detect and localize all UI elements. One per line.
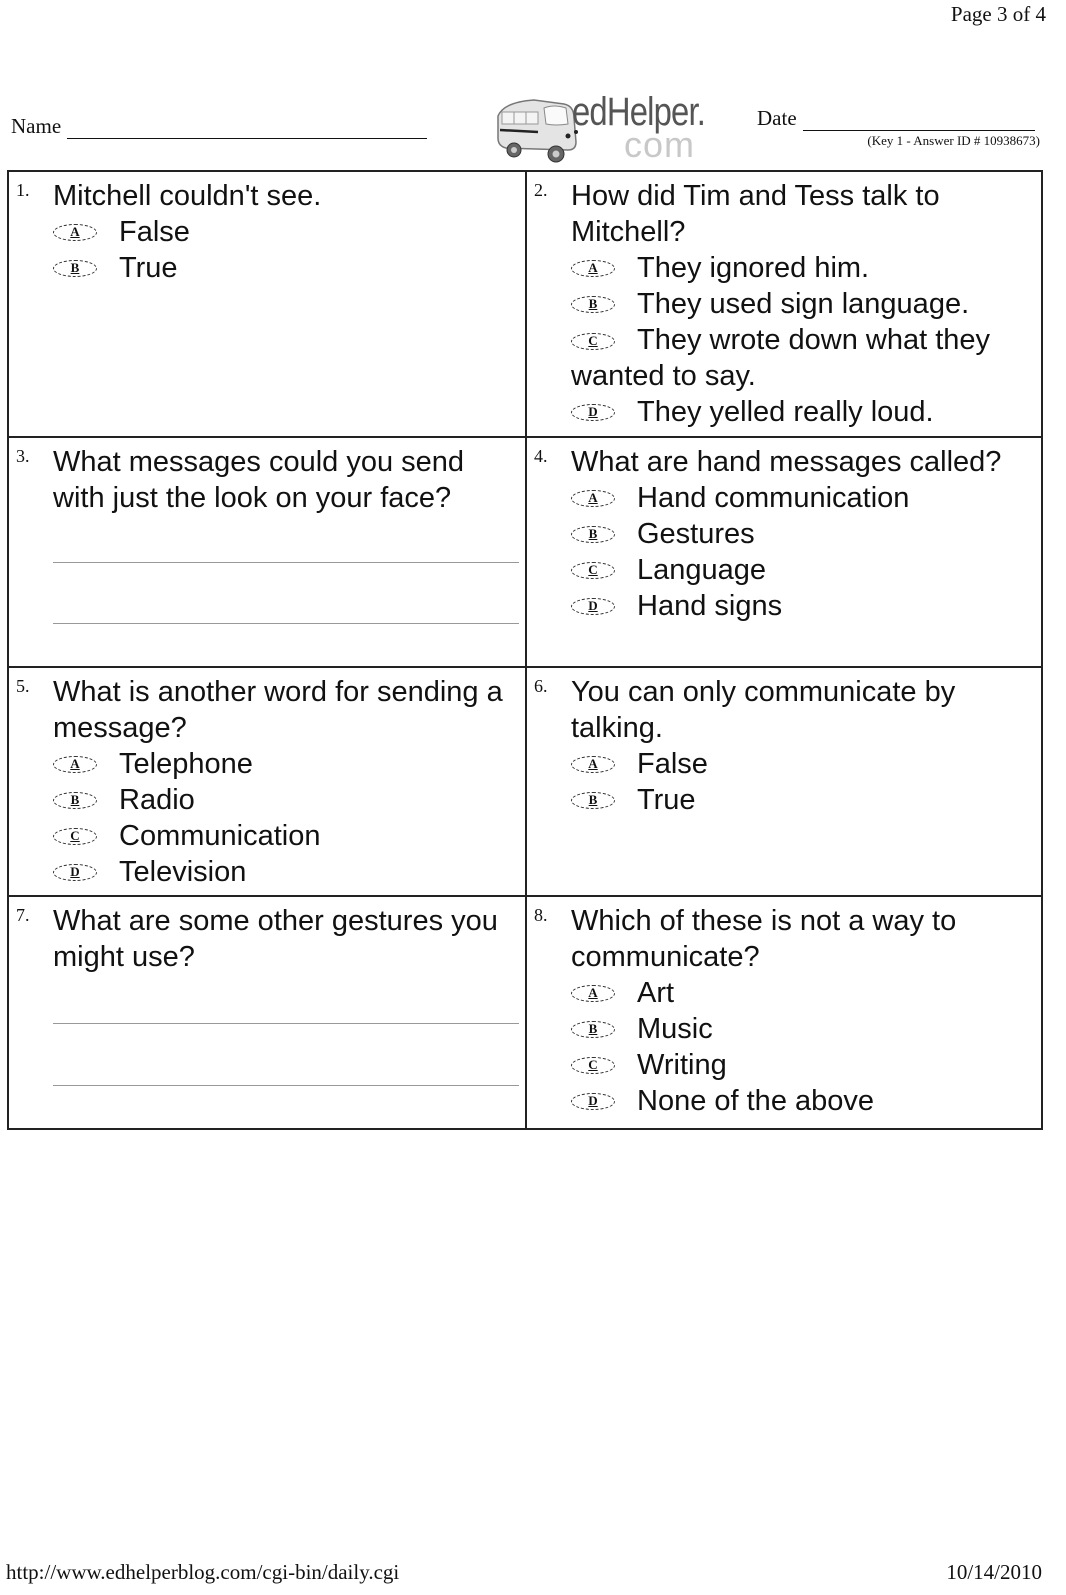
bubble-d-icon[interactable]: D bbox=[571, 598, 615, 615]
date-input-line[interactable] bbox=[803, 110, 1035, 131]
question-number: 5. bbox=[16, 676, 30, 696]
name-input-line[interactable] bbox=[67, 118, 427, 139]
bubble-c-icon[interactable]: C bbox=[53, 828, 97, 845]
answer-option[interactable]: D They yelled really loud. bbox=[571, 394, 1035, 430]
answer-option[interactable]: B They used sign language. bbox=[571, 286, 1035, 322]
page-indicator: Page 3 of 4 bbox=[950, 2, 1046, 26]
answer-option[interactable]: C Communication bbox=[53, 818, 519, 854]
question-8 bbox=[527, 897, 1041, 1128]
question-number: 3. bbox=[16, 446, 30, 466]
answer-option[interactable]: B Gestures bbox=[571, 516, 1035, 552]
bubble-d-icon[interactable]: D bbox=[571, 404, 615, 421]
answer-option[interactable]: A Hand communication bbox=[571, 480, 1035, 516]
bubble-a-icon[interactable]: A bbox=[571, 260, 615, 277]
edhelper-logo bbox=[494, 88, 724, 168]
answer-option[interactable]: C Language bbox=[571, 552, 1035, 588]
answer-option[interactable]: A They ignored him. bbox=[571, 250, 1035, 286]
question-4 bbox=[527, 438, 1041, 668]
bubble-c-icon[interactable]: C bbox=[571, 1057, 615, 1074]
logo-subtext: com bbox=[624, 124, 696, 165]
answer-option[interactable]: A Art bbox=[571, 975, 1035, 1011]
bubble-b-icon[interactable]: B bbox=[571, 296, 615, 313]
bubble-b-icon[interactable]: B bbox=[571, 792, 615, 809]
bubble-b-icon[interactable]: B bbox=[571, 1021, 615, 1038]
question-2 bbox=[527, 172, 1041, 438]
answer-line[interactable] bbox=[53, 1085, 519, 1086]
date-field bbox=[757, 106, 1035, 131]
question-number: 2. bbox=[534, 180, 548, 200]
bubble-a-icon[interactable]: A bbox=[53, 756, 97, 773]
footer-url: http://www.edhelperblog.com/cgi-bin/daily.cgi bbox=[6, 1560, 400, 1584]
question-text: What are hand messages called? bbox=[571, 446, 1002, 478]
bubble-c-icon[interactable]: C bbox=[571, 562, 615, 579]
bubble-c-icon[interactable]: C bbox=[571, 333, 615, 350]
answer-option[interactable]: C Writing bbox=[571, 1047, 1035, 1083]
question-text: Mitchell couldn't see. bbox=[53, 180, 322, 212]
bubble-a-icon[interactable]: A bbox=[571, 490, 615, 507]
answer-line[interactable] bbox=[53, 623, 519, 624]
question-number: 1. bbox=[16, 180, 30, 200]
answer-option[interactable]: A False bbox=[53, 214, 519, 250]
question-number: 6. bbox=[534, 676, 548, 696]
bubble-a-icon[interactable]: A bbox=[53, 224, 97, 241]
bubble-b-icon[interactable]: B bbox=[53, 792, 97, 809]
logo-text: edHelper. bbox=[572, 90, 706, 134]
name-label: Name bbox=[11, 114, 62, 138]
answer-key-id: (Key 1 - Answer ID # 10938673) bbox=[867, 133, 1040, 148]
bubble-b-icon[interactable]: B bbox=[53, 260, 97, 277]
question-number: 4. bbox=[534, 446, 548, 466]
answer-option[interactable]: D Hand signs bbox=[571, 588, 1035, 624]
footer-date: 10/14/2010 bbox=[946, 1560, 1042, 1584]
question-text: Which of these is not a way to communicate? bbox=[571, 905, 957, 973]
question-7 bbox=[9, 897, 527, 1128]
date-label: Date bbox=[757, 106, 797, 130]
question-text: What are some other gestures you might use? bbox=[53, 905, 498, 973]
answer-option[interactable]: A False bbox=[571, 746, 1035, 782]
question-text: How did Tim and Tess talk to Mitchell? bbox=[571, 180, 940, 248]
answer-option[interactable]: B True bbox=[571, 782, 1035, 818]
question-text: What is another word for sending a message? bbox=[53, 676, 503, 744]
answer-option[interactable]: A Telephone bbox=[53, 746, 519, 782]
question-number: 8. bbox=[534, 905, 548, 925]
name-field bbox=[11, 114, 427, 139]
school-bus-icon bbox=[494, 94, 580, 164]
question-grid bbox=[7, 170, 1043, 1130]
bubble-a-icon[interactable]: A bbox=[571, 756, 615, 773]
bubble-a-icon[interactable]: A bbox=[571, 985, 615, 1002]
question-text: You can only communicate by talking. bbox=[571, 676, 956, 744]
question-1 bbox=[9, 172, 527, 438]
question-6 bbox=[527, 668, 1041, 897]
answer-option[interactable]: C They wrote down what they wanted to say. bbox=[571, 324, 991, 392]
answer-line[interactable] bbox=[53, 1023, 519, 1024]
answer-option[interactable]: D Television bbox=[53, 854, 519, 890]
bubble-d-icon[interactable]: D bbox=[571, 1093, 615, 1110]
answer-line[interactable] bbox=[53, 562, 519, 563]
bubble-d-icon[interactable]: D bbox=[53, 864, 97, 881]
question-text: What messages could you send with just the look on your face? bbox=[53, 446, 465, 514]
question-3 bbox=[9, 438, 527, 668]
answer-option[interactable]: B True bbox=[53, 250, 519, 286]
question-number: 7. bbox=[16, 905, 30, 925]
question-5 bbox=[9, 668, 527, 897]
answer-option[interactable]: B Music bbox=[571, 1011, 1035, 1047]
bubble-b-icon[interactable]: B bbox=[571, 526, 615, 543]
answer-option[interactable]: D None of the above bbox=[571, 1083, 1035, 1119]
answer-option[interactable]: B Radio bbox=[53, 782, 519, 818]
